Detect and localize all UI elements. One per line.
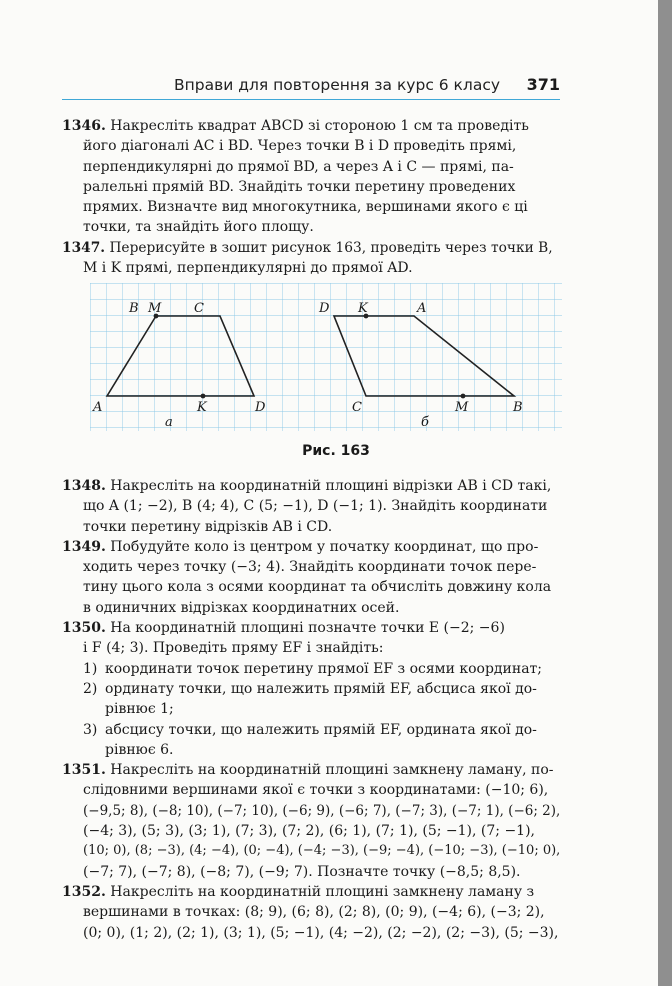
label-B: B — [129, 301, 139, 316]
exercise-number: 1348. — [62, 478, 106, 494]
sub-item-line: рівнює 6. — [105, 741, 174, 758]
label-K: K — [197, 400, 207, 415]
sub-item-number: 2) — [83, 680, 98, 697]
label-A: A — [417, 301, 427, 316]
exercise-1352 — [62, 882, 560, 943]
exercise-number: 1350. — [62, 620, 106, 637]
page-content — [62, 116, 560, 278]
exercise-line: (0; 0), (1; 2), (2; 1), (3; 1), (5; −1), (4; −2), (2; −2), (2; −3), (5; −3), — [83, 924, 559, 941]
exercise-line: На координатній площині позначте точки E (−2; −6) — [110, 620, 505, 637]
exercise-line: ралельні прямій BD. Знайдіть точки перетину проведених — [83, 178, 516, 195]
page-content-lower — [62, 476, 560, 943]
exercise-line: тину цього кола з осями координат та обчисліть довжину кола — [83, 579, 552, 596]
exercise-number: 1346. — [62, 118, 106, 134]
exercise-line: вершинами в точках: (8; 9), (6; 8), (2; 8), (0; 9), (−4; 6), (−3; 2), — [83, 904, 545, 921]
sub-item-2 — [83, 679, 560, 720]
exercise-line: що A (1; −2), B (4; 4), C (5; −1), D (−1; 1). Знайдіть координати — [83, 498, 548, 515]
exercise-line: M і K прямі, перпендикулярні до прямої AD. — [83, 260, 413, 277]
exercise-line: слідовними вершинами якої є точки з координатами: (−10; 6), — [83, 782, 549, 799]
page-number: 371 — [526, 75, 560, 94]
label-D: D — [255, 400, 266, 415]
figure-caption: Рис. 163 — [302, 443, 370, 459]
sublabel-b: б — [421, 415, 429, 430]
exercise-line: Накресліть на координатній площині відрізки AB і CD такі, — [110, 478, 552, 494]
sub-item-number: 3) — [83, 721, 98, 738]
exercise-1347 — [62, 238, 560, 279]
sub-item-number: 1) — [83, 660, 98, 677]
exercise-line: (−4; 3), (5; 3), (3; 1), (7; 3), (7; 2), (6; 1), (7; 1), (5; −1), (7; −1), — [83, 823, 535, 840]
label-C: C — [352, 400, 362, 415]
exercise-number: 1347. — [62, 239, 106, 256]
viewer-edge — [658, 0, 672, 986]
label-B: B — [513, 400, 523, 415]
exercise-line: прямих. Визначте вид многокутника, вершинами якого є ці — [83, 199, 528, 216]
label-C: C — [194, 301, 204, 316]
exercise-line: і F (4; 3). Проведіть пряму EF і знайдіть: — [83, 640, 384, 657]
label-M: M — [455, 400, 469, 415]
header-title: Вправи для повторення за курс 6 класу — [174, 76, 501, 94]
label-A: A — [93, 400, 103, 415]
exercise-number: 1349. — [62, 538, 106, 555]
exercise-line: Накресліть квадрат ABCD зі стороною 1 см та проведіть — [110, 118, 529, 134]
label-M: M — [148, 301, 162, 316]
label-K: K — [358, 301, 368, 316]
exercise-line: (−7; 7), (−7; 8), (−8; 7), (−9; 7). Позначте точку (−8,5; 8,5). — [83, 863, 521, 880]
sub-item-line: ординату точки, що належить прямій EF, абсциса якої до- — [105, 680, 537, 697]
sub-item-line: абсцису точки, що належить прямій EF, ордината якої до- — [105, 721, 537, 738]
exercise-1348 — [62, 476, 560, 537]
figure-163 — [90, 283, 562, 431]
exercise-1351 — [62, 760, 560, 882]
header-rule — [62, 99, 560, 100]
exercise-line: в одиничних відрізках координатних осей. — [83, 599, 400, 616]
page-header — [62, 74, 560, 100]
exercise-line: перпендикулярні до прямої BD, а через A і C — прямі, па- — [83, 158, 514, 175]
exercise-line: його діагоналі AC і BD. Через точки B і D проведіть прямі, — [83, 138, 517, 155]
exercise-line: Накресліть на координатній площині замкнену ламану з — [110, 883, 535, 900]
exercise-number: 1351. — [62, 762, 106, 779]
sub-item-line: координати точок перетину прямої EF з осями координат; — [105, 660, 543, 677]
sublabel-a: а — [165, 415, 173, 430]
label-D: D — [319, 301, 330, 316]
exercise-line: ходить через точку (−3; 4). Знайдіть координати точок пере- — [83, 559, 537, 576]
sub-item-line: рівнює 1; — [105, 701, 174, 718]
exercise-line: точки перетину відрізків AB і CD. — [83, 518, 333, 535]
exercise-line: точки, та знайдіть його площу. — [83, 219, 314, 236]
exercise-line: Перерисуйте в зошит рисунок 163, проведіть через точки B, — [109, 239, 553, 256]
sub-item-1 — [83, 659, 560, 679]
exercise-1349 — [62, 537, 560, 618]
exercise-line: (−9,5; 8), (−8; 10), (−7; 10), (−6; 9), (−6; 7), (−7; 3), (−7; 1), (−6; 2), — [83, 802, 561, 819]
exercise-line: (10; 0), (8; −3), (4; −4), (0; −4), (−4; −3), (−9; −4), (−10; −3), (−10; 0), — [83, 843, 561, 859]
exercise-1346 — [62, 116, 560, 238]
sub-item-3 — [83, 720, 560, 761]
exercise-1350 — [62, 618, 560, 760]
exercise-line: Побудуйте коло із центром у початку координат, що про- — [110, 538, 539, 555]
exercise-number: 1352. — [62, 883, 106, 900]
exercise-line: Накресліть на координатній площині замкнену ламану, по- — [110, 762, 554, 779]
